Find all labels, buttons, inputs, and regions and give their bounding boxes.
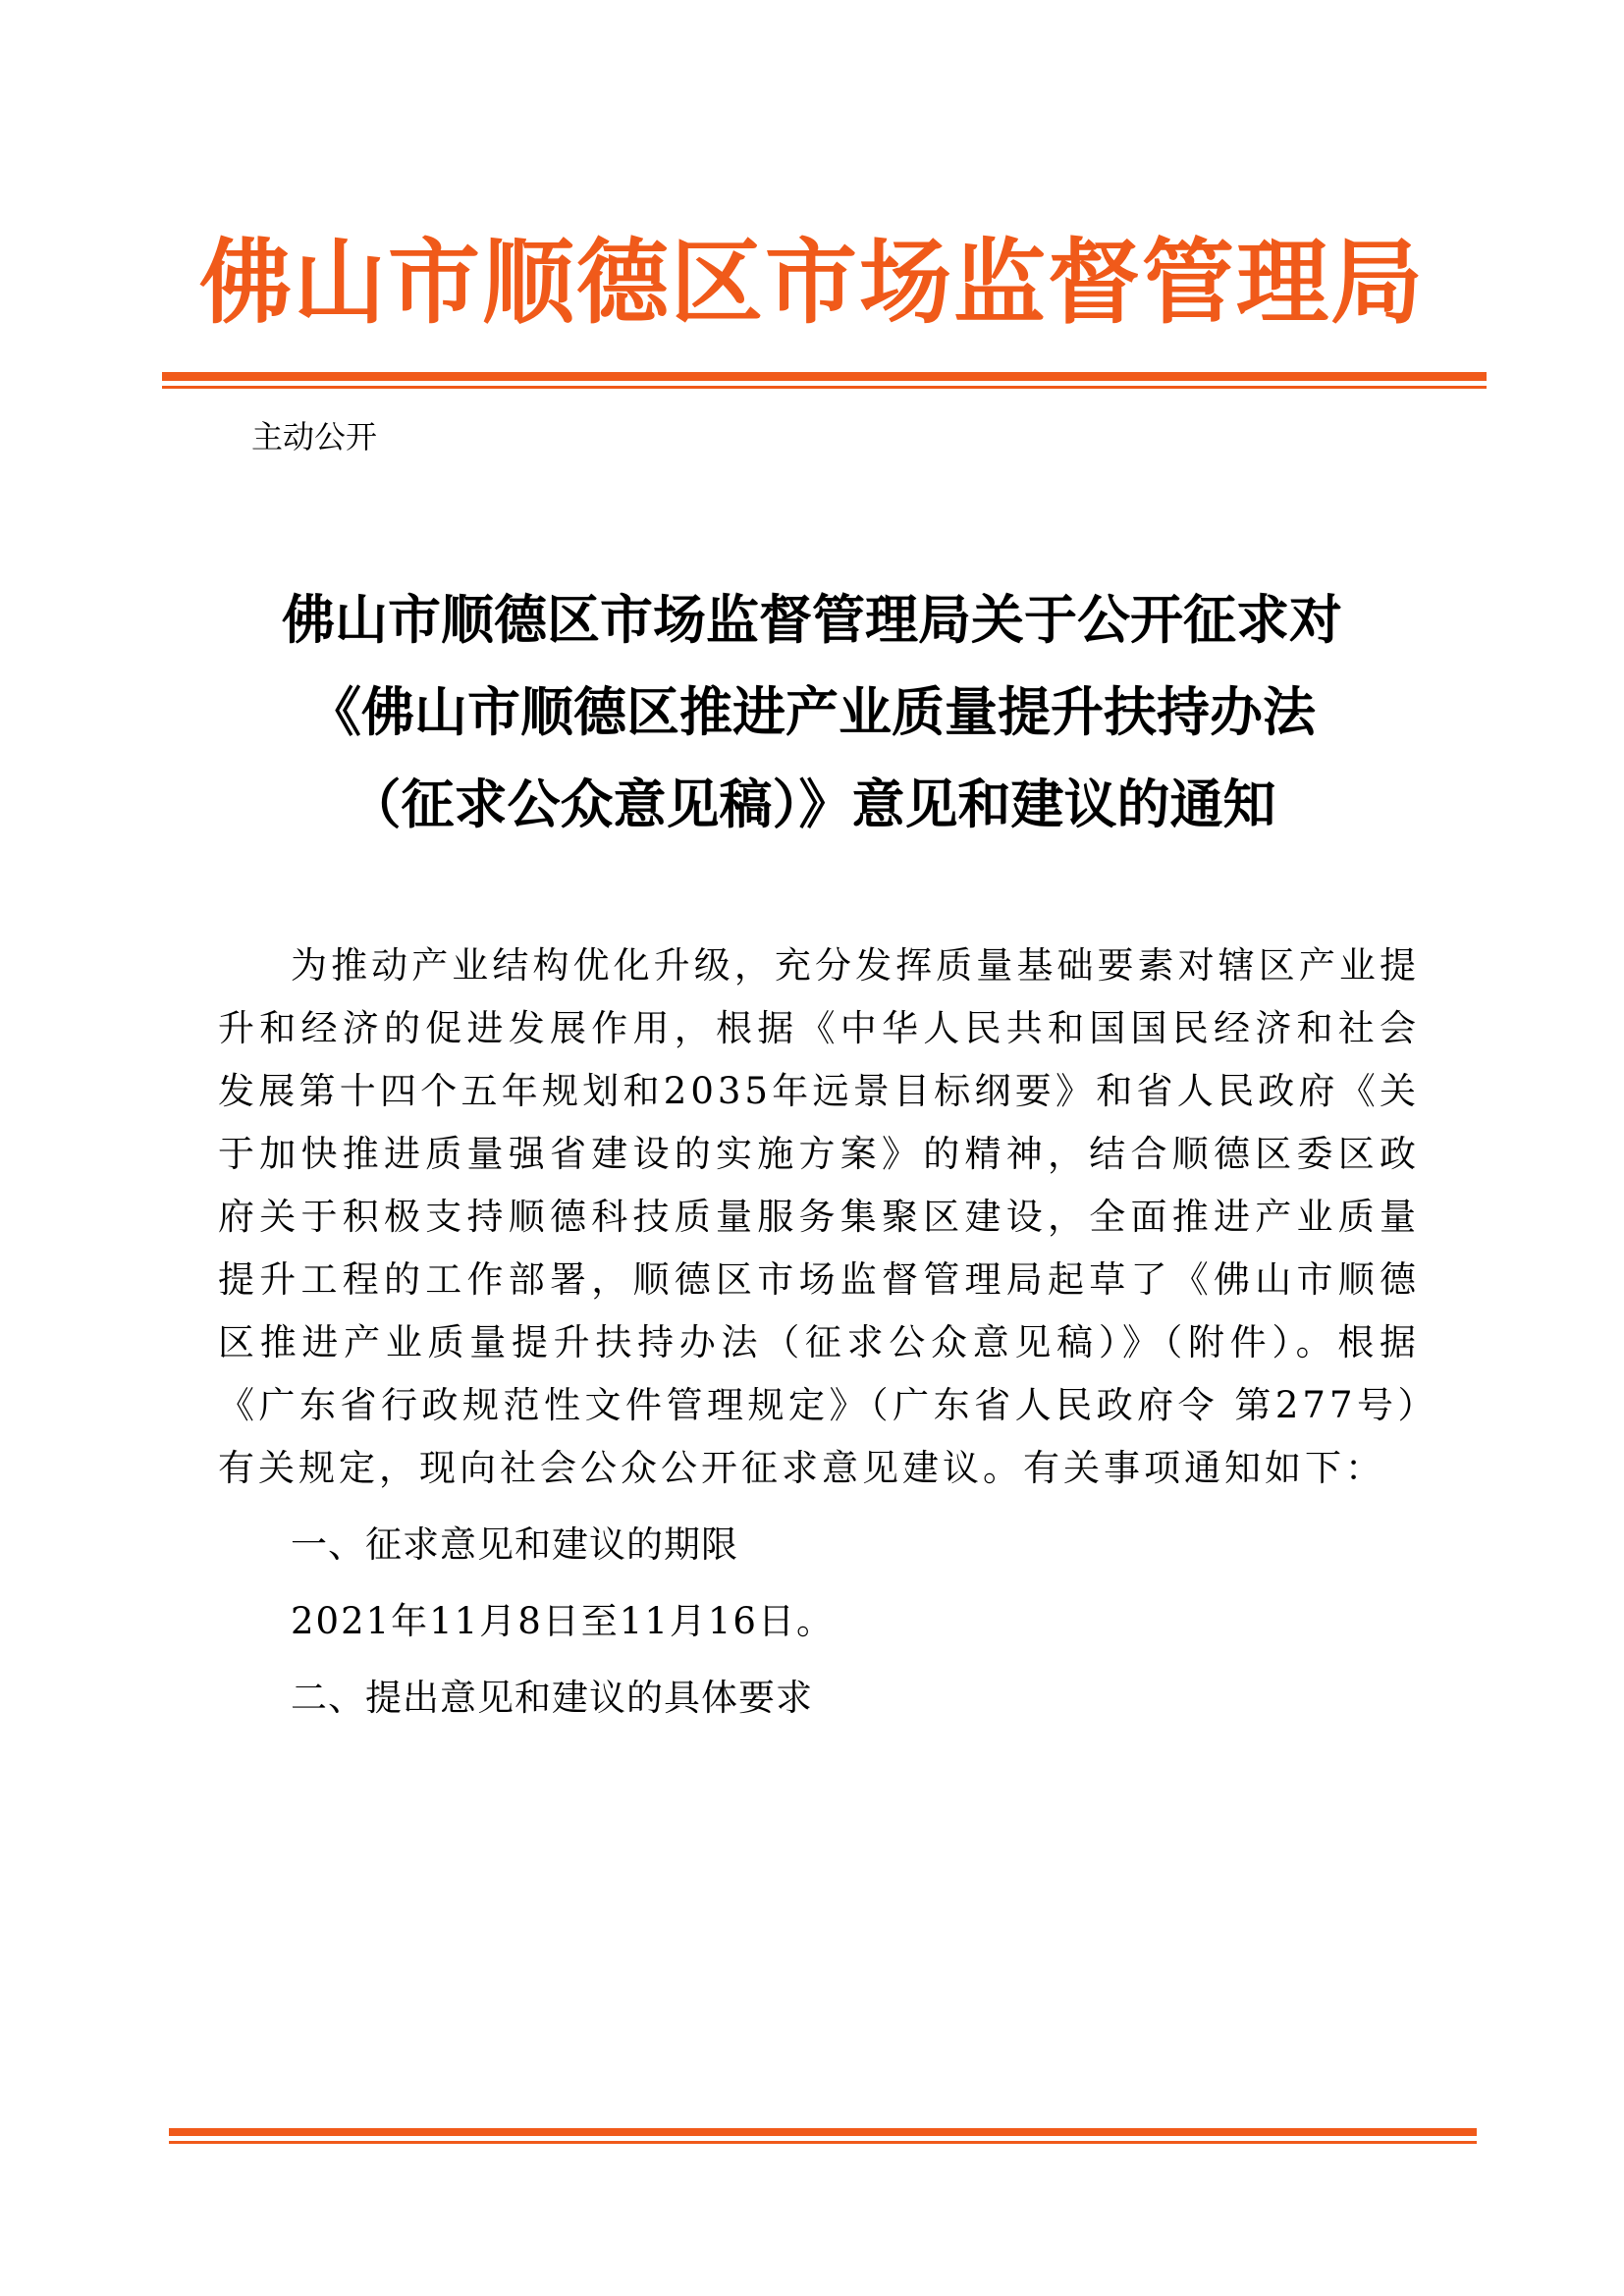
section-2-heading: 二、提出意见和建议的具体要求 xyxy=(291,1677,813,1719)
footer-rule-thick xyxy=(169,2128,1477,2136)
document-title xyxy=(196,573,1428,850)
document-body xyxy=(218,934,1420,1730)
title-line-3: （征求公众意见稿）》意见和建议的通知 xyxy=(348,773,1276,835)
disclosure-label: 主动公开 xyxy=(251,418,378,455)
title-line-2: 《佛山市顺德区推进产业质量提升扶持办法 xyxy=(308,680,1316,743)
title-line-1: 佛山市顺德区市场监督管理局关于公开征求对 xyxy=(282,588,1342,651)
footer-rule-thin xyxy=(169,2141,1477,2144)
masthead-rule-thin xyxy=(162,386,1487,389)
section-1-heading: 一、征求意见和建议的期限 xyxy=(291,1523,738,1566)
section-1-text: 2021年11月8日至11月16日。 xyxy=(291,1600,835,1642)
masthead-rule-thick xyxy=(162,372,1487,381)
masthead-title: 佛山市顺德区市场监督管理局 xyxy=(198,229,1425,337)
intro-paragraph: 为推动产业结构优化升级，充分发挥质量基础要素对辖区产业提升和经济的促进发展作用，根据《中华人民共和国国民经济和社会发展第十四个五年规划和2035年远景目标纲要》和省人民政府《关于加快推进质量强省建设的实施方案》的精神，结合顺德区委区政府关于积极支持顺德科技质量服务集聚区建设，全面推进产业质量提升工程的工作部署，顺德区市场监督管理局起草了《佛山市顺德区推进产业质量提升扶持办法（征求公众意见稿）》（附件）。根据《广东省行政规范性文件管理规定》（广东省人民政府令 第277号）有关规定，现向社会公众公开征求意见建议。有关事项通知如下： xyxy=(218,944,1420,1489)
